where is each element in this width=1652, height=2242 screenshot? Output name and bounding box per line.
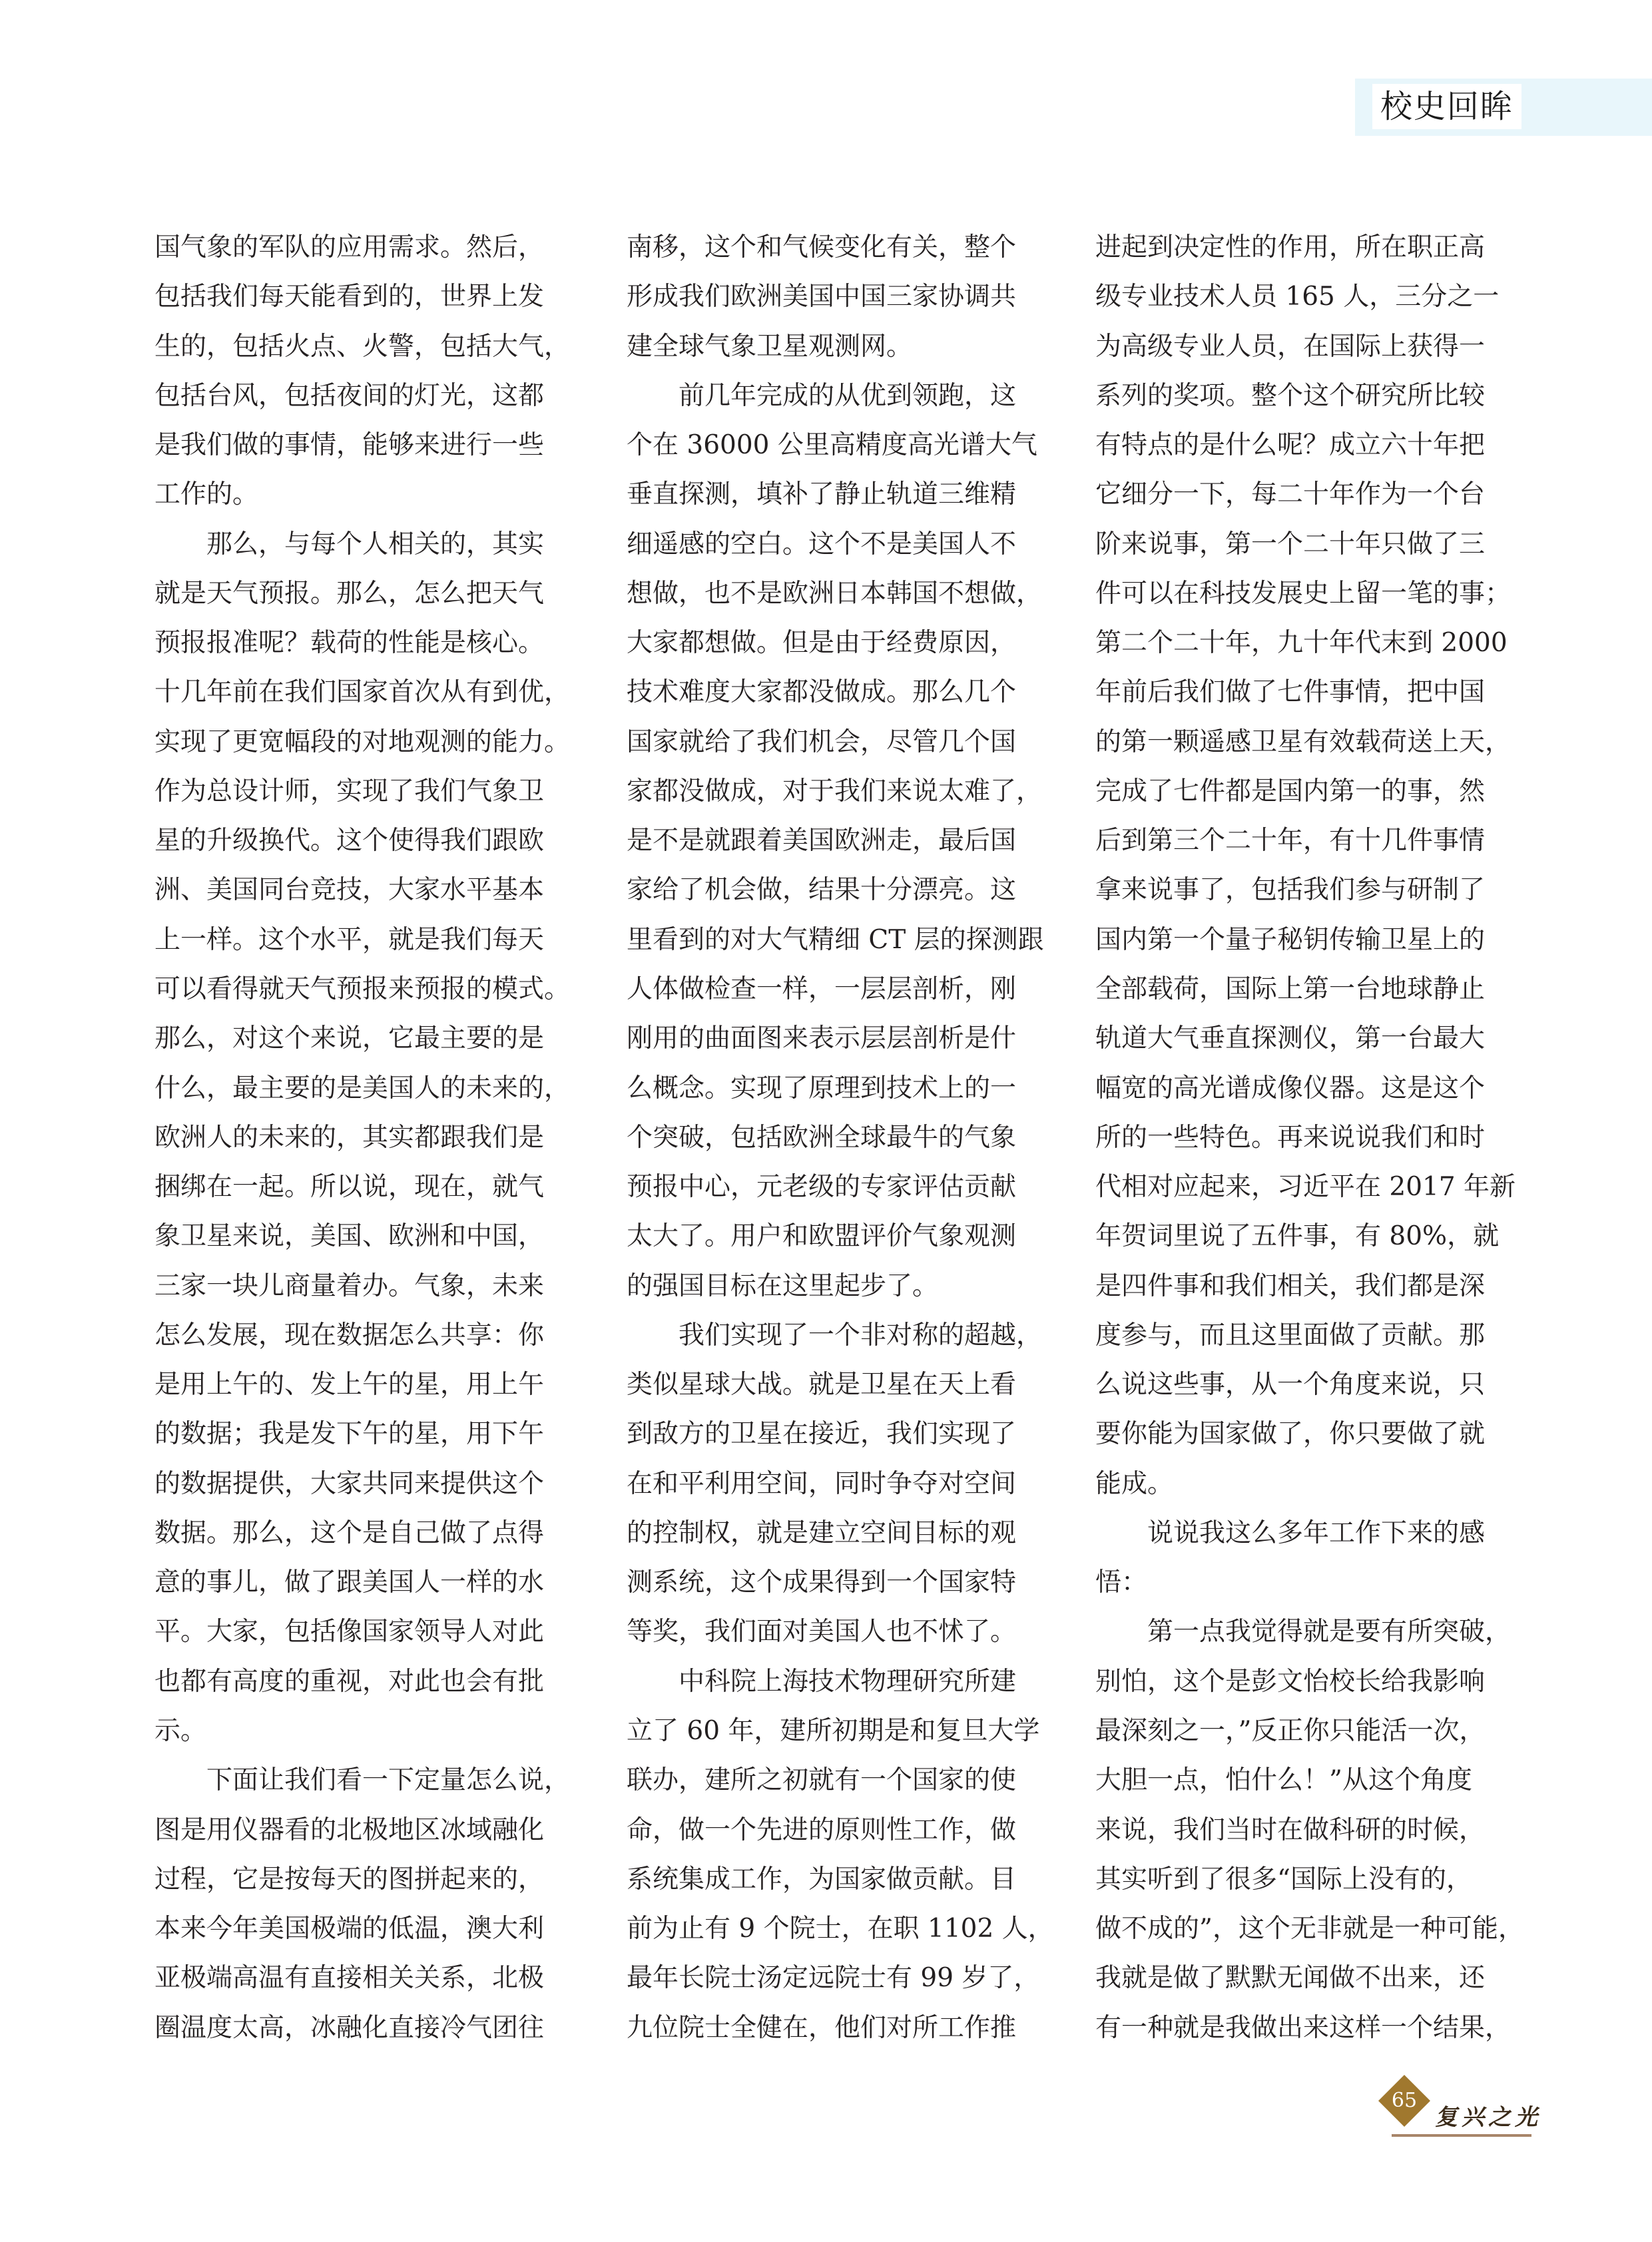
text-line: 本来今年美国极端的低温，澳大利 [154,1914,545,1944]
text-line: 人体做检查一样，一层层剖析，刚 [627,974,1017,1004]
text-line: 捆绑在一起。所以说，现在，就气 [154,1172,545,1203]
text-line: 大家都想做。但是由于经费原因， [627,628,1017,659]
text-line: 想做，也不是欧洲日本韩国不想做， [627,578,1043,609]
text-line: 么说这些事，从一个角度来说，只 [1095,1370,1486,1400]
text-line: 是用上午的、发上午的星，用上午 [154,1370,545,1400]
text-line: 阶来说事，第一个二十年只做了三 [1095,529,1486,559]
text-line: 九位院士全健在，他们对所工作推 [627,2012,1017,2043]
text-line: 年贺词里说了五件事，有 80%，就 [1095,1221,1500,1252]
text-line: 亚极端高温有直接相关关系，北极 [154,1963,545,1994]
text-line: 技术难度大家都没做成。那么几个 [627,677,1017,708]
text-line: 到敌方的卫星在接近，我们实现了 [627,1419,1017,1450]
text-line: 在和平利用空间，同时争夺对空间 [627,1468,1017,1499]
text-line: 个在 36000 公里高精度高光谱大气 [627,430,1037,461]
text-line: 图是用仪器看的北极地区冰域融化 [154,1815,545,1845]
text-line: 说说我这么多年工作下来的感 [1095,1518,1486,1548]
text-line: 国内第一个量子秘钥传输卫星上的 [1095,924,1486,955]
text-line: 家给了机会做，结果十分漂亮。这 [627,875,1017,906]
text-line: 我们实现了一个非对称的超越， [627,1320,1043,1350]
magazine-name: 复兴之光 [1435,2104,1541,2131]
text-line: 来说，我们当时在做科研的时候， [1095,1815,1486,1845]
text-line: 那么，与每个人相关的，其实 [154,529,545,559]
text-line: 联办，建所之初就有一个国家的使 [627,1765,1017,1796]
text-line: 其实听到了很多“国际上没有的， [1095,1864,1472,1894]
text-line: 洲、美国同台竞技，大家水平基本 [154,875,545,906]
text-line: 过程，它是按每天的图拼起来的， [154,1864,545,1894]
text-line: 测系统，这个成果得到一个国家特 [627,1567,1017,1598]
text-line: 完成了七件都是国内第一的事，然 [1095,776,1486,806]
text-line: 前为止有 9 个院士，在职 1102 人， [627,1914,1054,1944]
text-line: 生的，包括火点、火警，包括大气， [154,331,571,362]
text-line: 作为总设计师，实现了我们气象卫 [154,776,545,806]
text-line: 最年长院士汤定远院士有 99 岁了， [627,1963,1040,1994]
text-line: 刚用的曲面图来表示层层剖析是什 [627,1023,1017,1054]
text-line: 家都没做成，对于我们来说太难了， [627,776,1043,806]
text-line: 平。大家，包括像国家领导人对此 [154,1617,545,1647]
text-line: 十几年前在我们国家首次从有到优， [154,677,571,708]
text-line: 我就是做了默默无闻做不出来，还 [1095,1963,1486,1994]
text-line: 形成我们欧洲美国中国三家协调共 [627,282,1017,312]
text-line: 圈温度太高，冰融化直接冷气团往 [154,2012,545,2043]
text-line: 做不成的”，这个无非就是一种可能， [1095,1914,1524,1944]
text-line: 拿来说事了，包括我们参与研制了 [1095,875,1486,906]
text-line: 的数据；我是发下午的星，用下午 [154,1419,545,1450]
text-line: 要你能为国家做了，你只要做了就 [1095,1419,1486,1450]
section-tab [1355,79,1652,136]
text-line: 最深刻之一，”反正你只能活一次， [1095,1715,1486,1746]
text-line: 它细分一下，每二十年作为一个台 [1095,479,1486,510]
text-column-1 [154,223,587,2053]
text-line: 立了 60 年，建所初期是和复旦大学 [627,1715,1040,1746]
text-line: 是不是就跟着美国欧洲走，最后国 [627,826,1017,856]
text-line: 前几年完成的从优到领跑，这 [627,380,1017,411]
text-line: 里看到的对大气精细 CT 层的探测跟 [627,924,1044,955]
text-line: 的控制权，就是建立空间目标的观 [627,1518,1017,1548]
text-line: 下面让我们看一下定量怎么说， [154,1765,571,1796]
text-line: 系列的奖项。整个这个研究所比较 [1095,380,1486,411]
text-line: 能成。 [1095,1468,1174,1499]
text-line: 等奖，我们面对美国人也不怵了。 [627,1617,1017,1647]
text-line: 类似星球大战。就是卫星在天上看 [627,1370,1017,1400]
text-line: 有特点的是什么呢？成立六十年把 [1095,430,1486,461]
text-line: 件可以在科技发展史上留一笔的事； [1095,578,1512,609]
text-line: 数据。那么，这个是自己做了点得 [154,1518,545,1548]
text-line: 第一点我觉得就是要有所突破， [1095,1617,1512,1647]
text-line: 是四件事和我们相关，我们都是深 [1095,1270,1486,1301]
text-line: 那么，对这个来说，它最主要的是 [154,1023,545,1054]
text-line: 细遥感的空白。这个不是美国人不 [627,529,1017,559]
text-line: 第二个二十年，九十年代末到 2000 [1095,628,1508,659]
text-line: 有一种就是我做出来这样一个结果， [1095,2012,1512,2043]
text-line: 太大了。用户和欧盟评价气象观测 [627,1221,1017,1252]
text-line: 什么，最主要的是美国人的未来的， [154,1073,571,1103]
text-line: 后到第三个二十年，有十几件事情 [1095,826,1486,856]
text-line: 南移，这个和气候变化有关，整个 [627,232,1017,262]
text-line: 建全球气象卫星观测网。 [627,331,913,362]
text-line: 包括我们每天能看到的，世界上发 [154,282,545,312]
page-number: 65 [1391,2089,1418,2112]
text-line: 的强国目标在这里起步了。 [627,1270,939,1301]
text-line: 幅宽的高光谱成像仪器。这是这个 [1095,1073,1486,1103]
text-line: 意的事儿，做了跟美国人一样的水 [154,1567,545,1598]
text-column-2 [627,223,1059,2053]
text-line: 个突破，包括欧洲全球最牛的气象 [627,1122,1017,1153]
text-line: 国气象的军队的应用需求。然后， [154,232,545,262]
text-line: 也都有高度的重视，对此也会有批 [154,1666,545,1697]
text-line: 国家就给了我们机会，尽管几个国 [627,726,1017,757]
text-line: 级专业技术人员 165 人，三分之一 [1095,282,1500,312]
text-line: 命，做一个先进的原则性工作，做 [627,1815,1017,1845]
text-line: 进起到决定性的作用，所在职正高 [1095,232,1486,262]
text-line: 系统集成工作，为国家做贡献。目 [627,1864,1017,1894]
text-line: 预报中心，元老级的专家评估贡献 [627,1172,1017,1203]
text-line: 就是天气预报。那么，怎么把天气 [154,578,545,609]
text-line: 上一样。这个水平，就是我们每天 [154,924,545,955]
text-line: 别怕，这个是彭文怡校长给我影响 [1095,1666,1486,1697]
text-line: 大胆一点，怕什么！”从这个角度 [1095,1765,1472,1796]
text-line: 轨道大气垂直探测仪，第一台最大 [1095,1023,1486,1054]
text-line: 示。 [154,1715,207,1746]
text-line: 怎么发展，现在数据怎么共享：你 [154,1320,545,1350]
text-line: 可以看得就天气预报来预报的模式。 [154,974,571,1004]
text-line: 星的升级换代。这个使得我们跟欧 [154,826,545,856]
text-line: 象卫星来说，美国、欧洲和中国， [154,1221,545,1252]
text-column-3 [1095,223,1528,2053]
text-line: 年前后我们做了七件事情，把中国 [1095,677,1486,708]
text-line: 是我们做的事情，能够来进行一些 [154,430,545,461]
text-line: 中科院上海技术物理研究所建 [627,1666,1017,1697]
text-line: 的数据提供，大家共同来提供这个 [154,1468,545,1499]
text-line: 所的一些特色。再来说说我们和时 [1095,1122,1486,1153]
text-line: 代相对应起来，习近平在 2017 年新 [1095,1172,1516,1203]
text-line: 度参与，而且这里面做了贡献。那 [1095,1320,1486,1350]
text-line: 工作的。 [154,479,259,510]
text-line: 预报报准呢？载荷的性能是核心。 [154,628,545,659]
text-line: 么概念。实现了原理到技术上的一 [627,1073,1017,1103]
text-line: 欧洲人的未来的，其实都跟我们是 [154,1122,545,1153]
text-line: 为高级专业人员，在国际上获得一 [1095,331,1486,362]
text-line: 实现了更宽幅段的对地观测的能力。 [154,726,571,757]
text-line: 三家一块儿商量着办。气象，未来 [154,1270,545,1301]
text-line: 包括台风，包括夜间的灯光，这都 [154,380,545,411]
text-line: 的第一颗遥感卫星有效载荷送上天， [1095,726,1512,757]
text-line: 垂直探测，填补了静止轨道三维精 [627,479,1017,510]
text-line: 悟： [1095,1567,1148,1598]
section-label: 校史回眸 [1372,84,1521,129]
text-line: 全部载荷，国际上第一台地球静止 [1095,974,1486,1004]
footer-rule [1392,2134,1531,2137]
